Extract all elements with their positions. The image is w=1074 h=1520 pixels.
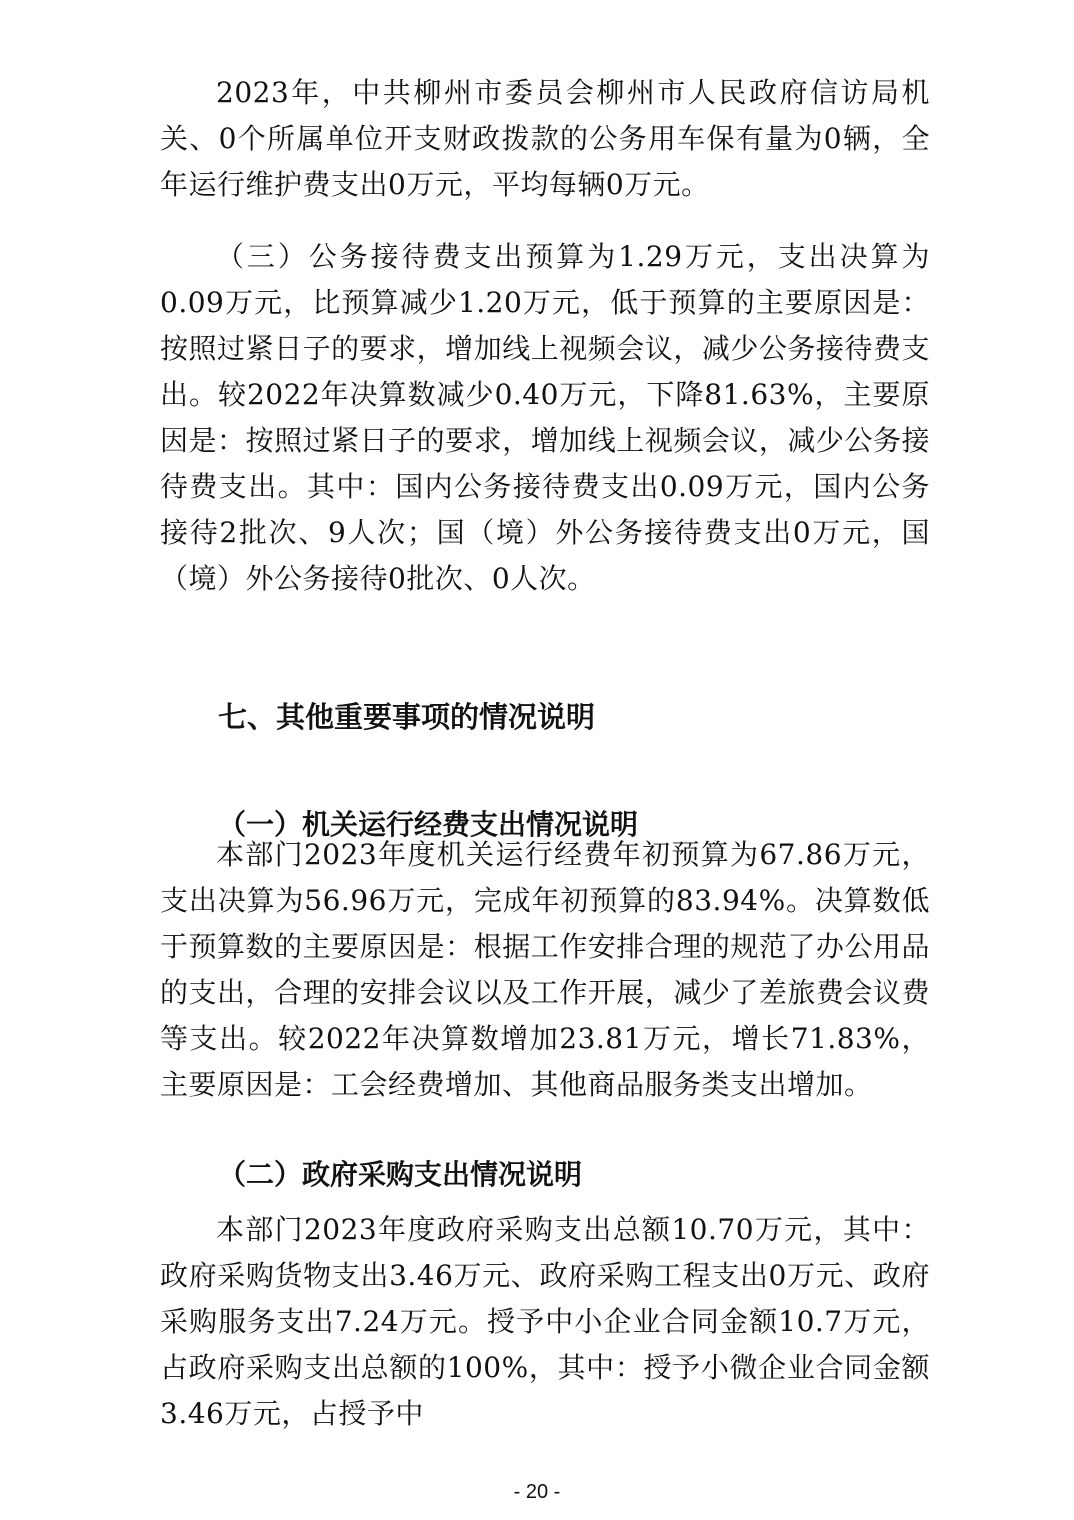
paragraph-government-procurement: 本部门2023年度政府采购支出总额10.70万元，其中：政府采购货物支出3.46万元、政府采购工程支出0万元、政府采购服务支出7.24万元。授予中小企业合同金额10.7万元，占政府采购支出总额的100%，其中：授予小微企业合同金额3.46万元，占授予中 bbox=[160, 1213, 930, 1430]
paragraph-operating-expenses: 本部门2023年度机关运行经费年初预算为67.86万元，支出决算为56.96万元，完成年初预算的83.94%。决算数低于预算数的主要原因是：根据工作安排合理的规范了办公用品的支出，合理的安排会议以及工作开展，减少了差旅费会议费等支出。较2022年决算数增加23.81万元，增长71.83%，主要原因是：工会经费增加、其他商品服务类支出增加。 bbox=[160, 838, 930, 1101]
page-number: - 20 - bbox=[513, 1481, 561, 1503]
subheading-operating-expenses: （一）机关运行经费支出情况说明 bbox=[218, 808, 639, 841]
section-heading-other-matters: 七、其他重要事项的情况说明 bbox=[218, 700, 596, 734]
paragraph-reception-expenses: （三）公务接待费支出预算为1.29万元，支出决算为0.09万元，比预算减少1.20万元，低于预算的主要原因是：按照过紧日子的要求，增加线上视频会议，减少公务接待费支出。较2022年决算数减少0.40万元，下降81.63%，主要原因是：按照过紧日子的要求，增加线上视频会议，减少公务接待费支出。其中：国内公务接待费支出0.09万元，国内公务接待2批次、9人次；国（境）外公务接待费支出0万元，国（境）外公务接待0批次、0人次。 bbox=[160, 240, 930, 595]
subheading-government-procurement: （二）政府采购支出情况说明 bbox=[218, 1158, 583, 1191]
paragraph-official-vehicles: 2023年，中共柳州市委员会柳州市人民政府信访局机关、0个所属单位开支财政拨款的公务用车保有量为0辆，全年运行维护费支出0万元，平均每辆0万元。 bbox=[160, 76, 930, 201]
